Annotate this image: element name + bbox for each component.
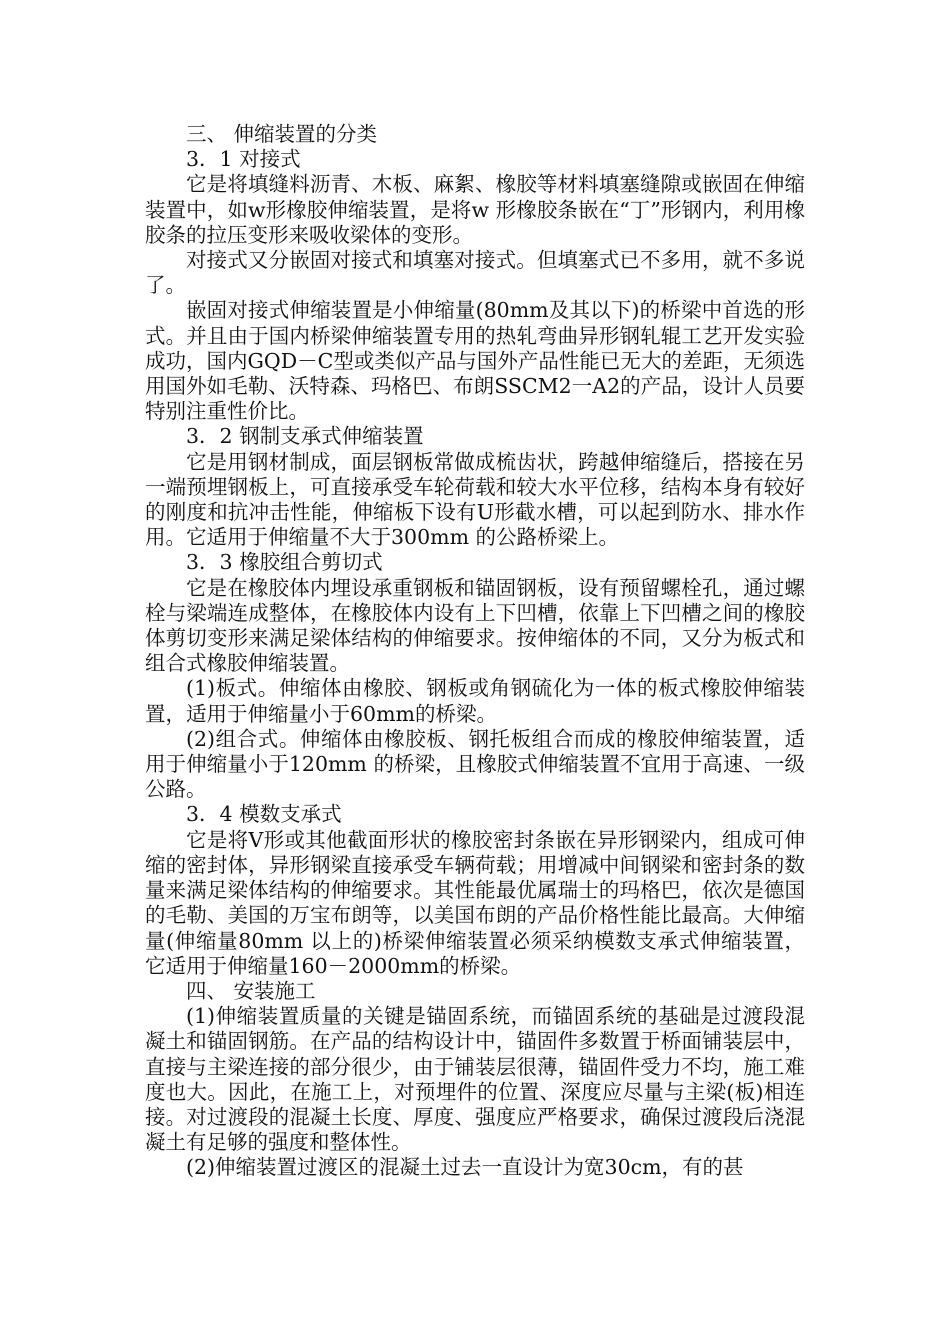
subheading-steel-support: 3．2 钢制支承式伸缩装置 bbox=[186, 424, 424, 449]
paragraph: 它是将V形或其他截面形状的橡胶密封条嵌在异形钢梁内，组成可伸缩的密封体，异形钢梁直接承受车辆荷载；用增减中间钢梁和密封条的数量来满足梁体结构的伸缩要求。其性能最优属瑞士的玛格巴，依次是德国的毛勒、美国的万宝布朗等，以美国布朗的产品价格性能比最高。大伸缩量(伸缩量80mm 以上的)桥梁伸缩装置必须采纳模数支承式伸缩装置，它适用于伸缩量160－2000mm的桥梁。 bbox=[145, 827, 805, 978]
subheading-rubber-shear: 3．3 橡胶组合剪切式 bbox=[186, 550, 383, 575]
paragraph: (1)伸缩装置质量的关键是锚固系统，而锚固系统的基础是过渡段混凝土和锚固钢筋。在产品的结构设计中，锚固件多数置于桥面铺装层中，直接与主梁连接的部分很少，由于铺装层很薄，锚固件受力不均，施工难度也大。因此，在施工上，对预埋件的位置、深度应尽量与主梁(板)相连接。对过渡段的混凝土长度、厚度、强度应严格要求，确保过渡段后浇混凝土有足够的强度和整体性。 bbox=[145, 1004, 805, 1155]
section-heading-installation: 四、 安装施工 bbox=[186, 978, 316, 1003]
paragraph: 它是在橡胶体内埋设承重钢板和锚固钢板，设有预留螺栓孔，通过螺栓与梁端连成整体，在橡胶体内设有上下凹槽，依靠上下凹槽之间的橡胶体剪切变形来满足梁体结构的伸缩要求。按伸缩体的不同，又分为板式和组合式橡胶伸缩装置。 bbox=[145, 575, 805, 676]
subheading-butt-joint: 3．1 对接式 bbox=[186, 147, 301, 172]
paragraph: 它是将填缝料沥青、木板、麻絮、橡胶等材料填塞缝隙或嵌固在伸缩装置中，如w形橡胶伸缩装置，是将w 形橡胶条嵌在“丁”形钢内，利用橡胶条的拉压变形来吸收梁体的变形。 bbox=[145, 172, 805, 247]
paragraph: (1)板式。伸缩体由橡胶、钢板或角钢硫化为一体的板式橡胶伸缩装置，适用于伸缩量小于60mm的桥梁。 bbox=[145, 676, 805, 726]
paragraph: (2)伸缩装置过渡区的混凝土过去一直设计为宽30cm，有的甚 bbox=[186, 1155, 744, 1180]
paragraph: 嵌固对接式伸缩装置是小伸缩量(80mm及其以下)的桥梁中首选的形式。并且由于国内桥梁伸缩装置专用的热轧弯曲异形钢轧辊工艺开发实验成功，国内GQD－C型或类似产品与国外产品性能已无大的差距，无须选用国外如毛勒、沃特森、玛格巴、布朗SSCM2一A2的产品，设计人员要特别注重性价比。 bbox=[145, 298, 805, 424]
paragraph: 对接式又分嵌固对接式和填塞对接式。但填塞式已不多用，就不多说了。 bbox=[145, 248, 805, 298]
paragraph: 它是用钢材制成，面层钢板常做成梳齿状，跨越伸缩缝后，搭接在另一端预埋钢板上，可直接承受车轮荷载和较大水平位移，结构本身有较好的刚度和抗冲击性能，伸缩板下设有U形截水槽，可以起到防水、排水作用。它适用于伸缩量不大于300mm 的公路桥梁上。 bbox=[145, 449, 805, 550]
document-page bbox=[145, 122, 805, 1181]
subheading-modular-support: 3．4 模数支承式 bbox=[186, 802, 342, 827]
section-heading-classification: 三、 伸缩装置的分类 bbox=[186, 122, 378, 146]
paragraph: (2)组合式。伸缩体由橡胶板、钢托板组合而成的橡胶伸缩装置，适用于伸缩量小于120mm 的桥梁，且橡胶式伸缩装置不宜用于高速、一级公路。 bbox=[145, 726, 805, 802]
